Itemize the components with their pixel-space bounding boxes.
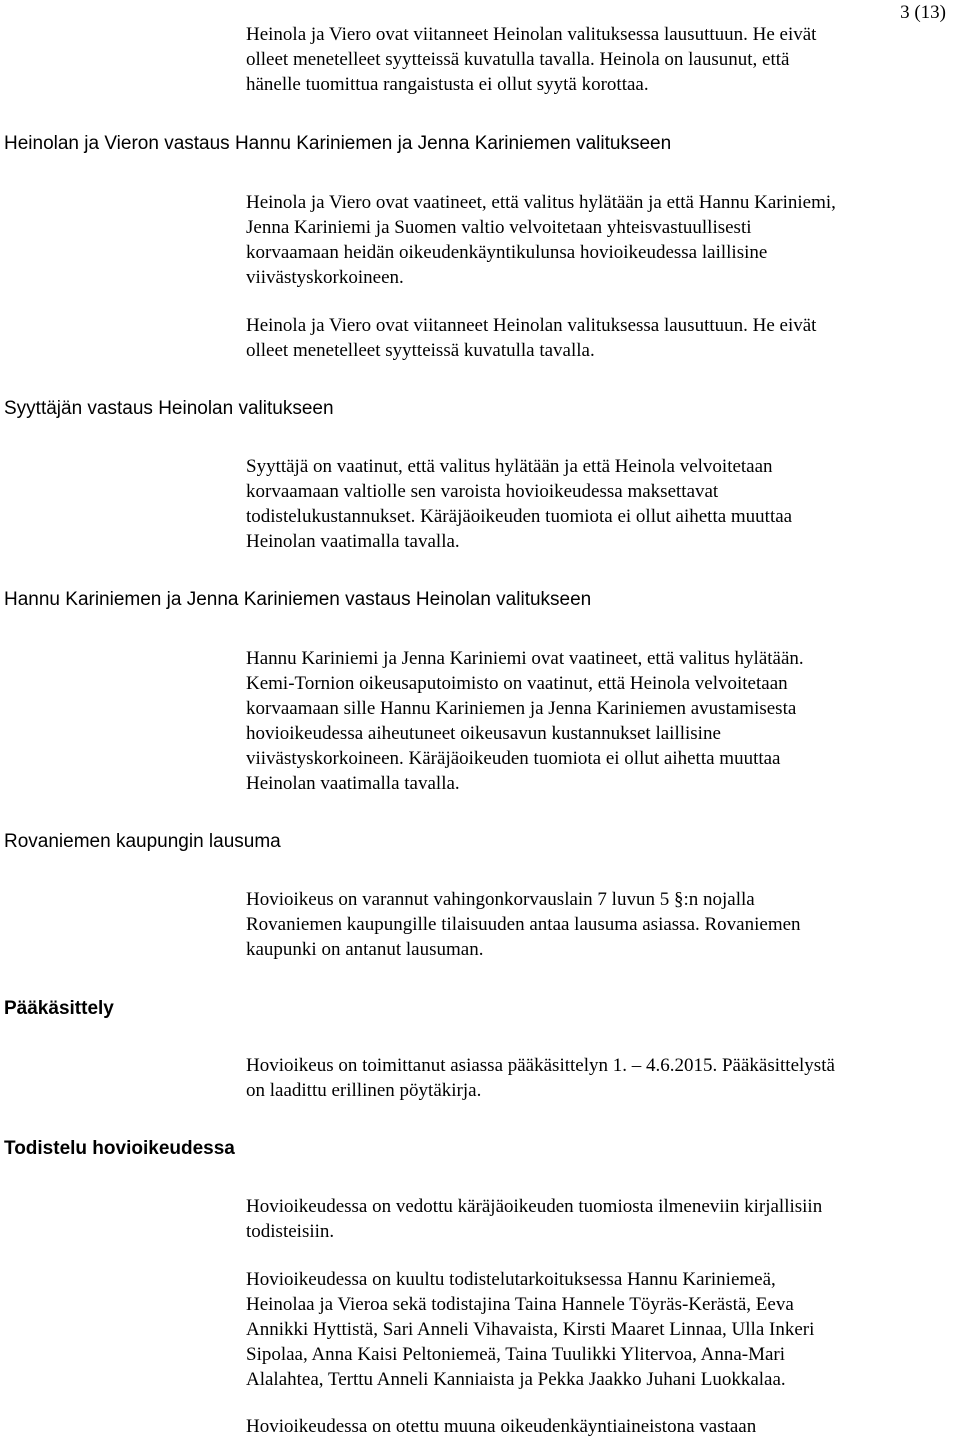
- heinola-viero-reference-paragraph: [246, 313, 952, 363]
- section-heading-evidence: Todistelu hovioikeudessa: [4, 1138, 235, 1159]
- text-line: olleet menetelleet syytteissä kuvatulla tavalla.: [246, 340, 595, 361]
- text-line: todistelukustannukset. Käräjäoikeuden tuomiota ei ollut aihetta muuttaa: [246, 506, 793, 527]
- text-line: todisteisiin.: [246, 1221, 335, 1242]
- text-line: Heinola ja Viero ovat vaatineet, että valitus hylätään ja että Hannu Kariniemi,: [246, 192, 836, 213]
- evidence-written-paragraph: [246, 1194, 952, 1244]
- text-line: Hovioikeudessa on otettu muuna oikeudenkäyntiaineistona vastaan: [246, 1416, 757, 1437]
- text-line: Annikki Hyttistä, Sari Anneli Vihavaista, Kirsti Maaret Linnaa, Ulla Inkeri: [246, 1319, 815, 1340]
- text-line: Hovioikeus on toimittanut asiassa pääkäsittelyn 1. – 4.6.2015. Pääkäsittelystä: [246, 1055, 835, 1076]
- page-number: 3 (13): [900, 2, 946, 23]
- section-heading-kariniemi-response: Hannu Kariniemen ja Jenna Kariniemen vastaus Heinolan valitukseen: [4, 589, 592, 610]
- text-line: hovioikeudessa aiheutuneet oikeusavun kustannukset laillisine: [246, 723, 721, 744]
- text-line: Hovioikeudessa on kuultu todistelutarkoituksessa Hannu Kariniemeä,: [246, 1269, 776, 1290]
- text-line: Hovioikeudessa on vedottu käräjäoikeuden tuomiosta ilmeneviin kirjallisiin: [246, 1196, 823, 1217]
- city-statement-paragraph: [246, 887, 952, 962]
- prosecutor-response-paragraph: [246, 454, 952, 554]
- text-line: korvaamaan heidän oikeudenkäyntikulunsa hovioikeudessa laillisine: [246, 242, 768, 263]
- section-heading-prosecutor-response: Syyttäjän vastaus Heinolan valitukseen: [4, 398, 334, 419]
- text-line: on laadittu erillinen pöytäkirja.: [246, 1080, 482, 1101]
- text-line: korvaamaan sille Hannu Kariniemen ja Jenna Kariniemen avustamisesta: [246, 698, 797, 719]
- heinola-viero-claims-paragraph: [246, 190, 952, 290]
- evidence-other-paragraph: [246, 1414, 952, 1439]
- text-line: viivästyskorkoineen. Käräjäoikeuden tuomiota ei ollut aihetta muuttaa: [246, 748, 781, 769]
- text-line: Heinola ja Viero ovat viitanneet Heinolan valituksessa lausuttuun. He eivät: [246, 315, 817, 336]
- text-line: Heinola ja Viero ovat viitanneet Heinolan valituksessa lausuttuun. He eivät: [246, 24, 817, 45]
- text-line: Sipolaa, Anna Kaisi Peltoniemeä, Taina Tuulikki Ylitervoa, Anna-Mari: [246, 1344, 786, 1365]
- text-line: Hannu Kariniemi ja Jenna Kariniemi ovat vaatineet, että valitus hylätään.: [246, 648, 804, 669]
- section-heading-heinola-viero-response: Heinolan ja Vieron vastaus Hannu Kariniemen ja Jenna Kariniemen valitukseen: [4, 133, 672, 154]
- section-heading-main-hearing: Pääkäsittely: [4, 998, 114, 1019]
- text-line: olleet menetelleet syytteissä kuvatulla tavalla. Heinola on lausunut, että: [246, 49, 790, 70]
- intro-paragraph: [246, 22, 952, 97]
- text-line: korvaamaan valtiolle sen varoista hovioikeudessa maksettavat: [246, 481, 719, 502]
- text-line: Heinolaa ja Vieroa sekä todistajina Taina Hannele Töyräs-Kerästä, Eeva: [246, 1294, 794, 1315]
- text-line: Heinolan vaatimalla tavalla.: [246, 531, 460, 552]
- text-line: Kemi-Tornion oikeusaputoimisto on vaatinut, että Heinola velvoitetaan: [246, 673, 788, 694]
- text-line: hänelle tuomittua rangaistusta ei ollut syytä korottaa.: [246, 74, 649, 95]
- text-line: Hovioikeus on varannut vahingonkorvauslain 7 luvun 5 §:n nojalla: [246, 889, 755, 910]
- text-line: Syyttäjä on vaatinut, että valitus hylätään ja että Heinola velvoitetaan: [246, 456, 773, 477]
- text-line: kaupunki on antanut lausuman.: [246, 939, 484, 960]
- text-line: Alalahtea, Terttu Anneli Kanniaista ja Pekka Jaakko Juhani Luokkalaa.: [246, 1369, 786, 1390]
- evidence-witnesses-paragraph: [246, 1267, 952, 1392]
- main-hearing-paragraph: [246, 1053, 952, 1103]
- text-line: Jenna Kariniemi ja Suomen valtio velvoitetaan yhteisvastuullisesti: [246, 217, 752, 238]
- section-heading-city-statement: Rovaniemen kaupungin lausuma: [4, 831, 281, 852]
- text-line: Heinolan vaatimalla tavalla.: [246, 773, 460, 794]
- kariniemi-response-paragraph: [246, 646, 952, 796]
- text-line: Rovaniemen kaupungille tilaisuuden antaa lausuma asiassa. Rovaniemen: [246, 914, 801, 935]
- text-line: viivästyskorkoineen.: [246, 267, 404, 288]
